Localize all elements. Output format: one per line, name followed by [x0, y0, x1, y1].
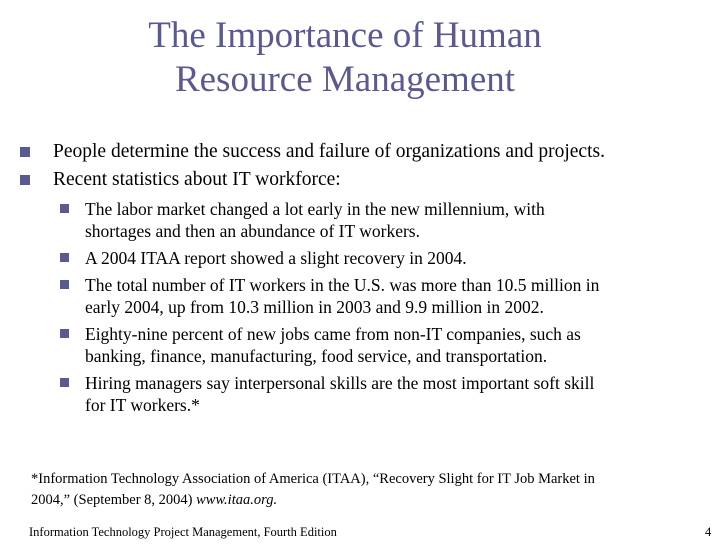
sub-bullet-text-line: The labor market changed a lot early in the new millennium, with: [85, 199, 545, 219]
sub-bullet-text-line: Hiring managers say interpersonal skills are the most important soft skill: [85, 373, 595, 393]
slide-title: [0, 14, 690, 102]
sub-bullet-text-line: A 2004 ITAA report showed a slight recovery in 2004.: [85, 248, 467, 268]
sub-bullet-text-line: for IT workers.*: [85, 395, 200, 415]
bullet-item: [0, 166, 728, 194]
bullet-item: [0, 138, 728, 166]
sub-bullet-item: [0, 274, 728, 318]
bullet-text: People determine the success and failure of organizations and projects.: [53, 141, 605, 162]
footnote: [31, 469, 595, 511]
square-bullet-icon: [60, 204, 69, 213]
bullet-list: [0, 138, 728, 416]
sub-bullet-text-line: banking, finance, manufacturing, food service, and transportation.: [85, 346, 548, 366]
sub-bullet-text-line: The total number of IT workers in the U.S. was more than 10.5 million in: [85, 275, 600, 295]
sub-bullet-text-line: shortages and then an abundance of IT workers.: [85, 221, 420, 241]
square-bullet-icon: [20, 147, 30, 157]
sub-bullet-item: [0, 323, 728, 367]
square-bullet-icon: [60, 378, 69, 387]
sub-bullet-item: [0, 247, 728, 269]
slide-title-line-1: The Importance of Human: [148, 15, 542, 56]
slide-title-line-2: Resource Management: [174, 59, 516, 100]
sub-bullet-text-line: Eighty-nine percent of new jobs came from non-IT companies, such as: [85, 324, 581, 344]
bullet-text: Recent statistics about IT workforce:: [53, 169, 341, 190]
footnote-link[interactable]: www.itaa.org.: [196, 492, 278, 508]
square-bullet-icon: [60, 253, 69, 262]
footnote-line-1: *Information Technology Association of America (ITAA), “Recovery Slight for IT Job Market in: [31, 471, 595, 487]
page-number: 4: [705, 525, 712, 539]
sub-bullet-item: [0, 198, 728, 242]
footnote-citation: 2004,” (September 8, 2004): [31, 492, 197, 508]
footnote-line-2: [31, 490, 595, 511]
sub-bullet-item: [0, 372, 728, 416]
square-bullet-icon: [60, 280, 69, 289]
square-bullet-icon: [20, 175, 30, 185]
sub-bullet-text-line: early 2004, up from 10.3 million in 2003 and 9.9 million in 2002.: [85, 297, 544, 317]
slide-footer: Information Technology Project Management, Fourth Edition: [29, 525, 337, 539]
square-bullet-icon: [60, 329, 69, 338]
